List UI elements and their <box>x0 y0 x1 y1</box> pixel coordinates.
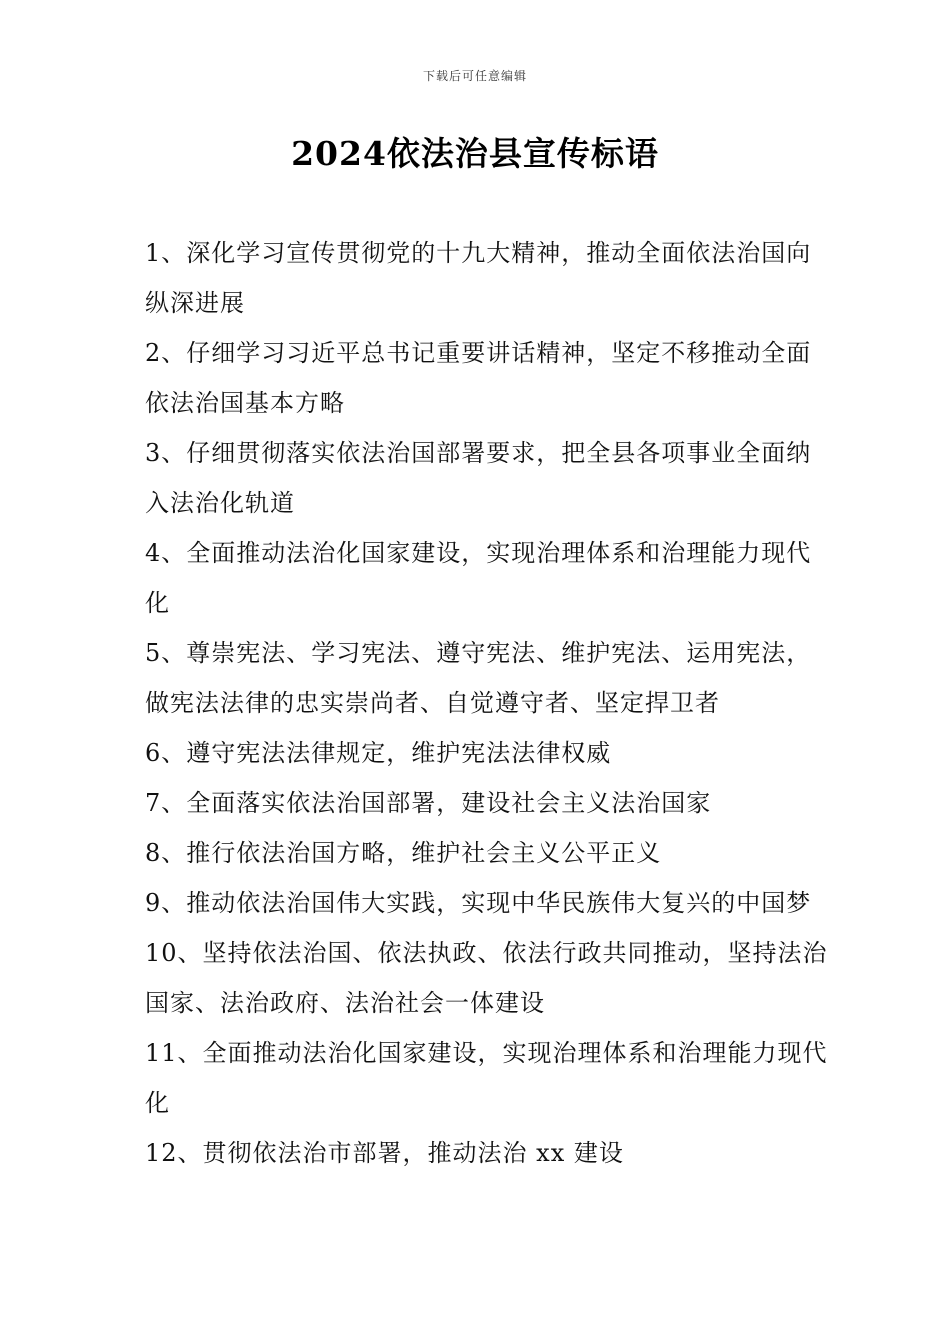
slogan-item: 8、推行依法治国方略，维护社会主义公平正义 <box>145 839 662 867</box>
slogan-list <box>145 228 830 1178</box>
slogan-item: 6、遵守宪法法律规定，维护宪法法律权威 <box>145 739 612 767</box>
slogan-item: 1、深化学习宣传贯彻党的十九大精神，推动全面依法治国向纵深进展 <box>145 239 812 317</box>
slogan-item: 11、全面推动法治化国家建设，实现治理体系和治理能力现代化 <box>145 1039 828 1117</box>
document-title: 2024依法治县宣传标语 <box>291 134 659 173</box>
slogan-item: 10、坚持依法治国、依法执政、依法行政共同推动，坚持法治国家、法治政府、法治社会一体建设 <box>145 939 828 1017</box>
slogan-item: 5、尊崇宪法、学习宪法、遵守宪法、维护宪法、运用宪法，做宪法法律的忠实崇尚者、自觉遵守者、坚定捍卫者 <box>145 639 812 717</box>
slogan-item: 3、仔细贯彻落实依法治国部署要求，把全县各项事业全面纳入法治化轨道 <box>145 439 812 517</box>
slogan-item: 4、全面推动法治化国家建设，实现治理体系和治理能力现代化 <box>145 539 812 617</box>
slogan-item: 2、仔细学习习近平总书记重要讲话精神，坚定不移推动全面依法治国基本方略 <box>145 339 812 417</box>
header-note: 下载后可任意编辑 <box>422 69 527 83</box>
slogan-item: 9、推动依法治国伟大实践，实现中华民族伟大复兴的中国梦 <box>145 889 812 917</box>
slogan-item: 12、贯彻依法治市部署，推动法治 xx 建设 <box>145 1139 624 1167</box>
slogan-item: 7、全面落实依法治国部署，建设社会主义法治国家 <box>145 789 712 817</box>
